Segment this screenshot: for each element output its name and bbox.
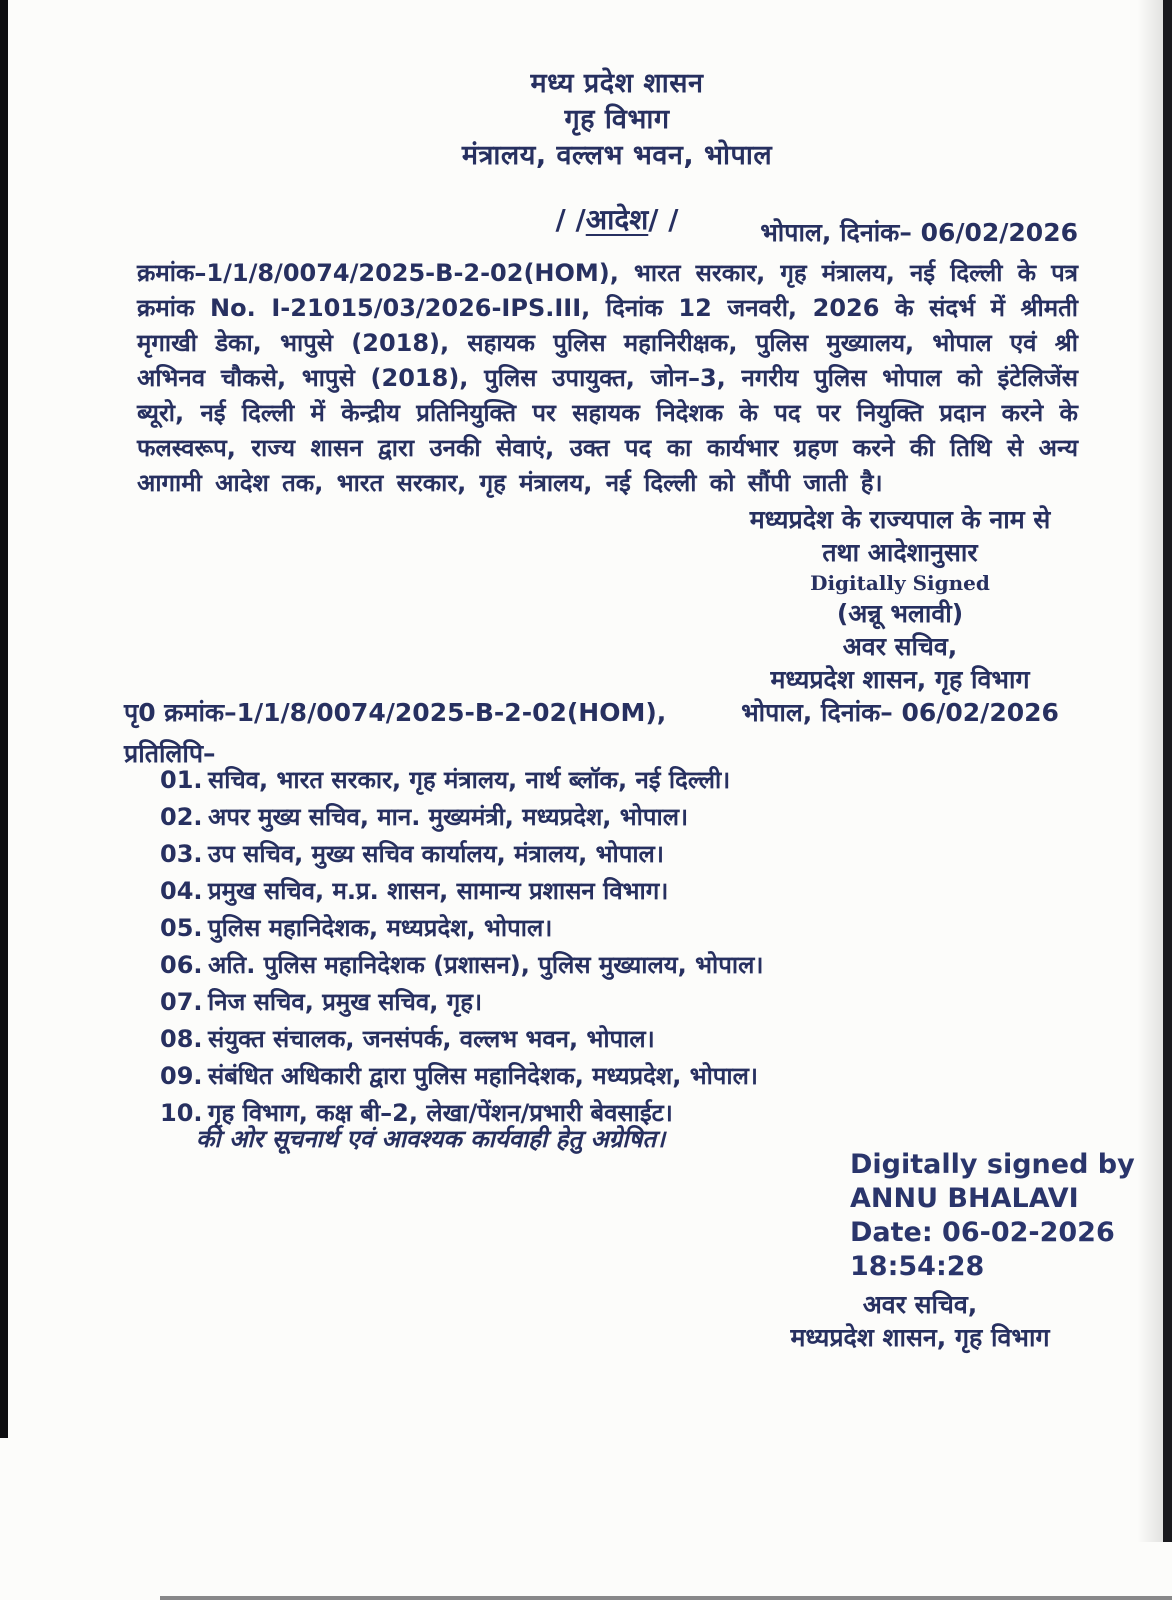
list-item — [160, 951, 900, 979]
item-number: 03. — [160, 840, 203, 868]
footer-designation: अवर सचिव, — [862, 1290, 978, 1319]
item-number: 02. — [160, 803, 203, 831]
list-item — [160, 988, 900, 1016]
digital-signature-area — [735, 1148, 1135, 1354]
department-name: गृह विभाग — [564, 104, 670, 135]
issue-date-line: भोपाल, दिनांक– 06/02/2026 — [760, 218, 1078, 247]
letterhead — [62, 66, 1172, 238]
signatory-department: मध्यप्रदेश शासन, गृह विभाग — [770, 665, 1030, 694]
copy-to-label: प्रतिलिपि– — [124, 739, 216, 768]
order-body-paragraph: क्रमांक–1/1/8/0074/2025-B-2-02(HOM), भारत सरकार, गृह मंत्रालय, नई दिल्ली के पत्र क्रमांक No. I-21015/03/2026-IPS.III, दिनांक 12 जनवरी, 2026 के संदर्भ में श्रीमती मृगाखी डेका, भापुसे (2018), सहायक पुलिस महानिरीक्षक, पुलिस मुख्यालय, भोपाल एवं श्री अभिनव चौकसे, भापुसे (2018), पुलिस उपायुक्त, जोन–3, नगरीय पुलिस भोपाल को इंटेलिजेंस ब्यूरो, नई दिल्ली में केन्द्रीय प्रतिनियुक्ति पर सहायक निदेशक के पद पर नियुक्ति प्रदान करने के फलस्वरूप, राज्य शासन द्वारा उनकी सेवाएं, उक्त पद का कार्यभार ग्रहण करने की तिथि से अन्य आगामी आदेश तक, भारत सरकार, गृह मंत्रालय, नई दिल्ली को सौंपी जाती है। — [137, 259, 1078, 497]
item-text: संयुक्त संचालक, जनसंपर्क, वल्लभ भवन, भोपाल। — [208, 1025, 655, 1053]
digital-signature-stamp — [735, 1148, 1135, 1284]
item-number: 07. — [160, 988, 203, 1016]
office-address: मंत्रालय, वल्लभ भवन, भोपाल — [461, 140, 773, 171]
list-item — [160, 766, 900, 794]
item-number: 04. — [160, 877, 203, 905]
list-item — [160, 1062, 900, 1090]
item-number: 06. — [160, 951, 203, 979]
item-text: निज सचिव, प्रमुख सचिव, गृह। — [208, 988, 483, 1016]
government-name: मध्य प्रदेश शासन — [530, 68, 704, 99]
authority-line-2: तथा आदेशानुसार — [822, 538, 978, 567]
list-item — [160, 803, 900, 831]
copy-recipients-list — [160, 766, 900, 1136]
order-prefix: / / — [555, 203, 586, 236]
item-text: गृह विभाग, कक्ष बी–2, लेखा/पेंशन/प्रभारी बेवसाईट। — [208, 1099, 673, 1127]
order-word: आदेश — [585, 203, 649, 236]
stamp-time: 18:54:28 — [850, 1251, 985, 1282]
item-number: 05. — [160, 914, 203, 942]
authority-line-1: मध्यप्रदेश के राज्यपाल के नाम से — [749, 505, 1051, 534]
list-item — [160, 1025, 900, 1053]
item-text: प्रमुख सचिव, म.प्र. शासन, सामान्य प्रशासन विभाग। — [208, 877, 669, 905]
signatory-designation: अवर सचिव, — [842, 632, 958, 661]
item-number: 09. — [160, 1062, 203, 1090]
signatory-name: (अन्नू भलावी) — [836, 599, 964, 628]
footer-signatory — [735, 1288, 1105, 1354]
list-item — [160, 877, 900, 905]
signature-date-line: भोपाल, दिनांक– 06/02/2026 — [741, 698, 1059, 727]
item-number: 10. — [160, 1099, 203, 1127]
list-item — [160, 840, 900, 868]
item-text: उप सचिव, मुख्य सचिव कार्यालय, मंत्रालय, भोपाल। — [208, 840, 664, 868]
item-text: पुलिस महानिदेशक, मध्यप्रदेश, भोपाल। — [208, 914, 553, 942]
forwarding-note: की ओर सूचनार्थ एवं आवश्यक कार्यवाही हेतु अग्रेषित। — [196, 1125, 666, 1153]
stamp-line-1: Digitally signed by — [850, 1149, 1135, 1180]
footer-department: मध्यप्रदेश शासन, गृह विभाग — [790, 1323, 1050, 1352]
signature-block — [715, 503, 1085, 729]
list-item — [160, 914, 900, 942]
endorsement-ref-number: पृ0 क्रमांक–1/1/8/0074/2025-B-2-02(HOM), — [124, 698, 667, 727]
order-suffix: / / — [648, 203, 679, 236]
stamp-signer-name: ANNU BHALAVI — [850, 1183, 1079, 1214]
scan-edge-bottom — [160, 1596, 1172, 1600]
item-text: संबंधित अधिकारी द्वारा पुलिस महानिदेशक, मध्यप्रदेश, भोपाल। — [208, 1062, 758, 1090]
digitally-signed-label: Digitally Signed — [810, 571, 990, 595]
item-text: सचिव, भारत सरकार, गृह मंत्रालय, नार्थ ब्लॉक, नई दिल्ली। — [208, 766, 731, 794]
item-number: 01. — [160, 766, 203, 794]
scan-edge-left — [0, 0, 8, 1438]
item-text: अति. पुलिस महानिदेशक (प्रशासन), पुलिस मुख्यालय, भोपाल। — [208, 951, 764, 979]
stamp-date: Date: 06-02-2026 — [850, 1217, 1115, 1248]
item-text: अपर मुख्य सचिव, मान. मुख्यमंत्री, मध्यप्रदेश, भोपाल। — [208, 803, 689, 831]
item-number: 08. — [160, 1025, 203, 1053]
